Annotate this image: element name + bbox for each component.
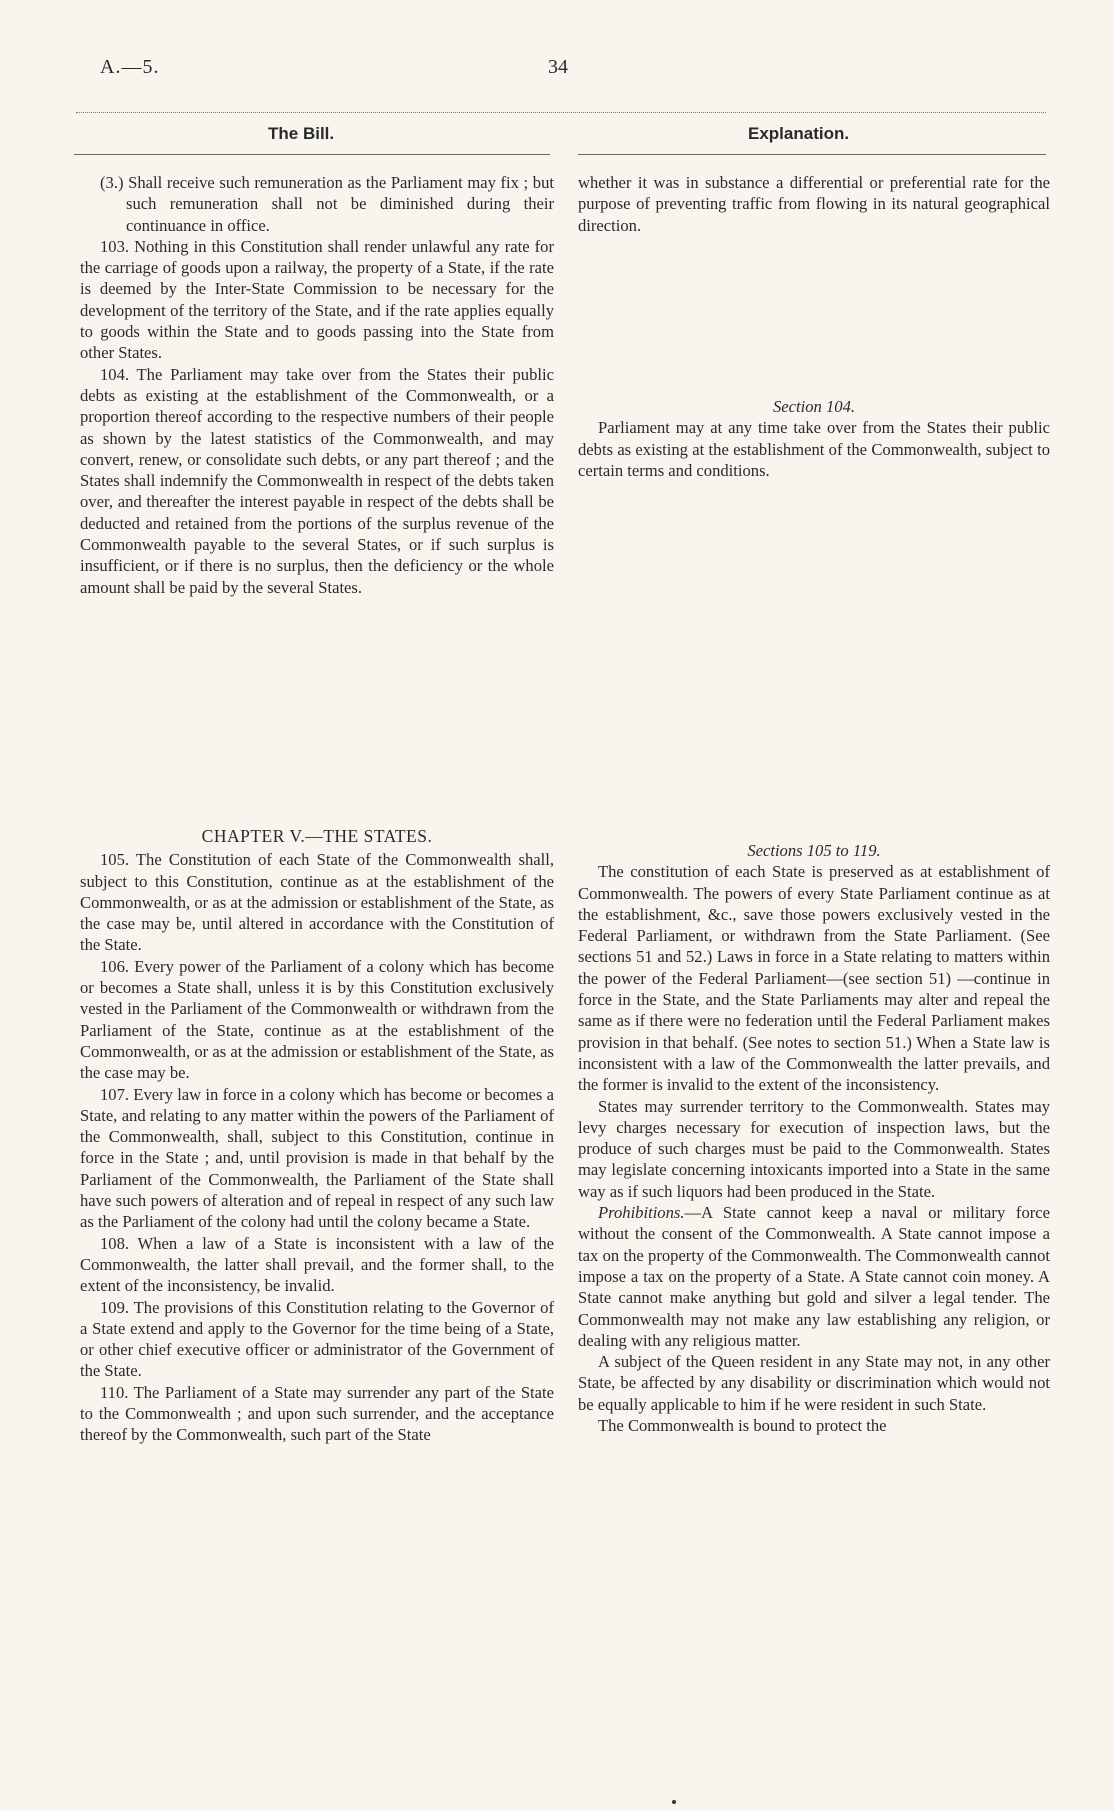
prohibitions-label: Prohibitions. — [598, 1203, 685, 1223]
explanation-title-rule — [578, 154, 1046, 155]
explanation-column-title: Explanation. — [748, 124, 850, 143]
bill-section-107: 107. Every law in force in a colony which has become or becomes a State, and relating to any matter within the powers of the Parliament of the Commonwealth, shall, subject to this Constitution, continue in force in the State ; and, until provision is made in that behalf by the Parliament of the Commonwealth, the Parliament of the State shall have such powers of alteration and of repeal in respect of any such law as the Parliament of the colony had until the colony became a State. — [80, 1084, 554, 1232]
bill-column-title: The Bill. — [268, 124, 335, 143]
prohibitions-text: —A State cannot keep a naval or military force without the consent of the Commonwealth. A State cannot impose a tax on the property of the Commonwealth. The Commonwealth cannot impose a tax on the property of a State. A State cannot coin money. A State cannot make anything but gold and silver a legal tender. The Commonwealth may not make any law establishing any religion, or dealing with any religious matter. — [578, 1203, 1050, 1350]
bill-section-109: 109. The provisions of this Constitution relating to the Governor of a State extend and apply to the Governor for the time being of a State, or other chief executive officer or administrator of the Government of the State. — [80, 1297, 554, 1381]
bill-title-rule — [74, 154, 550, 155]
bill-top-section — [80, 172, 554, 598]
explanation-chapter-v — [578, 840, 1050, 1436]
explanation-paragraph-5: The Commonwealth is bound to protect the — [598, 1416, 887, 1436]
bill-section-106: 106. Every power of the Parliament of a colony which has become or becomes a State shall, unless it is by this Constitution exclusively vested in the Parliament of the Commonwealth or withdrawn from the Parliament of the State, continue as at the establishment of the Commonwealth, or as at the admission or establishment of the State, as the case may be. — [80, 956, 554, 1083]
bill-section-104: 104. The Parliament may take over from the States their public debts as existing at the establishment of the Commonwealth, or a proportion thereof according to the respective numbers of their people as shown by the latest statistics of the Commonwealth, and may convert, renew, or consolidate such debts, or any part thereof ; and the States shall indemnify the Commonwealth in respect of the debts taken over, and thereafter the interest payable in respect of the debts shall be deducted and retained from the portions of the surplus revenue of the Commonwealth payable to the several States, or if such surplus is insufficient, or if there is no surplus, then the deficiency or the whole amount shall be paid by the several States. — [80, 364, 554, 597]
page-number: 34 — [548, 56, 568, 78]
chapter-heading: CHAPTER V.—THE STATES. — [201, 826, 433, 846]
bill-clause-102-3: (3.) Shall receive such remuneration as the Parliament may fix ; but such remuneration shall not be diminished during their continuance in office. — [100, 173, 554, 235]
explanation-section-104 — [578, 396, 1050, 481]
sections-105-119-heading: Sections 105 to 119. — [747, 841, 881, 860]
bill-section-108: 108. When a law of a State is inconsistent with a law of the Commonwealth, the latter shall prevail, and the former shall, to the extent of the inconsistency, be invalid. — [80, 1233, 554, 1296]
explanation-top-section — [578, 172, 1050, 236]
explanation-paragraph-2: States may surrender territory to the Commonwealth. States may levy charges necessary for execution of inspection laws, but the produce of such charges must be paid to the Commonwealth. States may legislate concerning intoxicants imported into a State in the same way as if such liquors had been produced in the State. — [578, 1096, 1050, 1201]
section-104-text: Parliament may at any time take over from the States their public debts as existing at the establishment of the Commonwealth, subject to certain terms and conditions. — [578, 418, 1050, 480]
explanation-continuation: whether it was in substance a differential or preferential rate for the purpose of preventing traffic from flowing in its natural geographical direction. — [578, 173, 1050, 235]
document-reference: A.—5. — [100, 56, 160, 78]
bill-chapter-v — [80, 826, 554, 1446]
section-104-heading: Section 104. — [772, 397, 856, 416]
explanation-paragraph-4: A subject of the Queen resident in any State may not, in any other State, be affected by any disability or discrimination which would not be equally applicable to him if he were resident in such State. — [578, 1352, 1050, 1414]
explanation-paragraph-prohibitions — [578, 1202, 1050, 1351]
bill-section-103: 103. Nothing in this Constitution shall render unlawful any rate for the carriage of goods upon a railway, the property of a State, if the rate is deemed by the Inter-State Commission to be necessary for the development of the territory of the State, and if the rate applies equally to goods within the State and to goods passing into the State from other States. — [80, 236, 554, 363]
header-rule — [76, 112, 1046, 113]
bill-section-105: 105. The Constitution of each State of the Commonwealth shall, subject to this Constitution, continue as at the establishment of the Commonwealth, or as at the admission or establishment of the State, as the case may be, until altered in accordance with the Constitution of the State. — [80, 850, 554, 955]
explanation-paragraph-1: The constitution of each State is preserved as at establishment of Commonwealth. The powers of every State Parliament continue as at the establishment, &c., save those powers exclusively vested in the Federal Parliament, or withdrawn from the State Parliament. (See sections 51 and 52.) Laws in force in a State relating to matters within the power of the Federal Parliament—(see section 51) —continue in force in the State, and the State Parliaments may alter and repeal the same as if there were no federation until the Federal Parliament makes provision in that behalf. (See notes to section 51.) When a State law is inconsistent with a law of the Commonwealth the latter prevails, and the former is invalid to the extent of the inconsistency. — [578, 862, 1050, 1095]
bill-section-110: 110. The Parliament of a State may surrender any part of the State to the Commonwealth ; and upon such surrender, and the acceptance thereof by the Commonwealth, such part of the State — [80, 1382, 554, 1445]
ink-mark — [672, 1800, 676, 1804]
